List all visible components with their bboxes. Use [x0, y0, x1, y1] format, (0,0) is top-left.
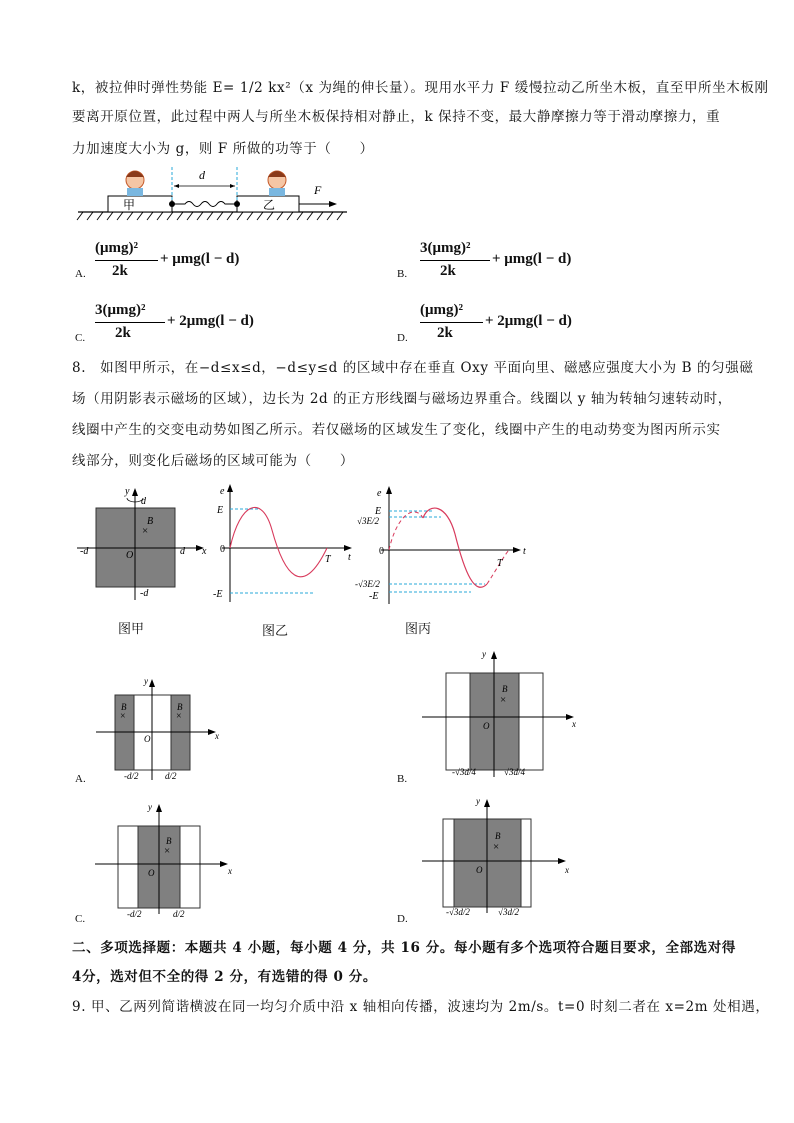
svg-text:-d/2: -d/2 — [127, 909, 142, 919]
svg-text:×: × — [142, 525, 149, 537]
numerator: (μmg)² — [420, 302, 463, 318]
svg-text:0: 0 — [379, 546, 384, 557]
q7-line-2: 要离开原位置，此过程中两人与所坐木板保持相对静止，k 保持不变，最大静摩擦力等于滑动摩擦力，重 — [72, 109, 721, 125]
q7-d-label: d — [199, 168, 205, 182]
svg-text:O: O — [148, 868, 155, 878]
svg-text:×: × — [500, 694, 507, 706]
svg-text:-d: -d — [140, 588, 149, 599]
q8-line-2: 场（用阴影表示磁场的区域），边长为 2d 的正方形线圈与磁场边界重合。线圈以 y 轴为转轴匀速转动时， — [72, 391, 732, 407]
option-label: B. — [397, 268, 408, 280]
svg-text:-E: -E — [213, 589, 223, 600]
denominator: 2k — [440, 263, 456, 279]
svg-text:e: e — [220, 486, 225, 497]
svg-text:0: 0 — [220, 544, 225, 555]
option-rest: + 2μmg(l − d) — [167, 313, 254, 329]
board-jia — [108, 196, 172, 212]
svg-text:×: × — [493, 841, 500, 853]
numerator: 3(μmg)² — [420, 240, 471, 256]
svg-text:t: t — [523, 546, 526, 557]
svg-text:B: B — [166, 836, 172, 846]
q7-figure — [75, 162, 355, 228]
board-jia-label: 甲 — [123, 198, 136, 212]
q7-line-1: k，被拉伸时弹性势能 E= 1/2 kx²（x 为绳的伸长量）。现用水平力 F 缓慢拉动乙所坐木板，直至甲所坐木板刚 — [72, 80, 769, 96]
svg-text:t: t — [348, 552, 351, 563]
caption-yi: 图乙 — [262, 624, 289, 639]
svg-text:y: y — [125, 486, 130, 497]
svg-text:×: × — [176, 711, 182, 722]
svg-text:E: E — [217, 505, 224, 516]
option-label: C. — [75, 332, 86, 344]
numerator: 3(μmg)² — [95, 302, 146, 318]
svg-text:e: e — [377, 488, 382, 499]
caption-jia: 图甲 — [118, 622, 145, 637]
option-label: A. — [75, 268, 86, 280]
svg-text:-√3d/2: -√3d/2 — [446, 907, 470, 917]
section2-line-2: 4分，选对但不全的得 2 分，有选错的得 0 分。 — [72, 969, 377, 985]
q8-line-1: 8. 如图甲所示，在−d≤x≤d，−d≤y≤d 的区域中存在垂直 Oxy 平面向里、磁感应强度大小为 B 的匀强磁 — [72, 360, 754, 376]
svg-text:E: E — [375, 506, 382, 517]
svg-text:B: B — [147, 516, 154, 527]
svg-text:T: T — [325, 554, 331, 565]
option-label: D. — [397, 332, 408, 344]
svg-text:-√3E/2: -√3E/2 — [355, 579, 380, 589]
numerator: (μmg)² — [95, 240, 138, 256]
q8-line-3: 线圈中产生的交变电动势如图乙所示。若仅磁场的区域发生了变化，线圈中产生的电动势变为图丙所示实 — [72, 422, 721, 438]
option-rest: + μmg(l − d) — [492, 251, 572, 267]
section2-line-1: 二、多项选择题：本题共 4 小题，每小题 4 分，共 16 分。每小题有多个选项符合题目要求，全部选对得 — [72, 940, 736, 956]
q7-F-label: F — [314, 183, 322, 197]
svg-text:d/2: d/2 — [173, 909, 185, 919]
figure-bing — [355, 484, 535, 609]
svg-text:B: B — [177, 702, 183, 712]
option-label: B. — [397, 773, 408, 785]
svg-text:×: × — [120, 711, 126, 722]
svg-text:O: O — [476, 865, 483, 875]
svg-text:y: y — [144, 676, 148, 686]
svg-text:x: x — [215, 731, 219, 741]
svg-text:x: x — [565, 865, 569, 875]
svg-text:-E: -E — [369, 591, 379, 602]
option-label: D. — [397, 913, 408, 925]
svg-text:x: x — [228, 866, 232, 876]
svg-text:y: y — [476, 796, 480, 806]
person-jia — [126, 171, 144, 196]
svg-text:B: B — [121, 702, 127, 712]
svg-text:d: d — [141, 496, 146, 507]
option-rest: + 2μmg(l − d) — [485, 313, 572, 329]
svg-text:y: y — [148, 802, 152, 812]
caption-bing: 图丙 — [405, 622, 432, 637]
svg-text:d/2: d/2 — [165, 771, 177, 781]
svg-text:-d/2: -d/2 — [124, 771, 139, 781]
figure-yi — [212, 482, 362, 607]
svg-text:-√3d/4: -√3d/4 — [452, 767, 476, 777]
svg-text:√3E/2: √3E/2 — [357, 516, 379, 526]
option-label: C. — [75, 913, 86, 925]
option-b-figure — [420, 645, 585, 780]
option-label: A. — [75, 773, 86, 785]
denominator: 2k — [115, 325, 131, 341]
emf-curve-yi — [230, 507, 327, 576]
person-yi — [268, 171, 286, 196]
svg-text:x: x — [202, 546, 207, 557]
svg-text:O: O — [126, 550, 134, 561]
svg-text:√3d/2: √3d/2 — [498, 907, 519, 917]
q9-line-1: 9. 甲、乙两列简谐横波在同一均匀介质中沿 x 轴相向传播，波速均为 2m/s。t=0 时刻二者在 x=2m 处相遇， — [72, 999, 770, 1015]
option-rest: + μmg(l − d) — [160, 251, 240, 267]
emf-curve-bing-solid — [423, 508, 487, 587]
svg-text:d: d — [180, 546, 185, 557]
board-yi-label: 乙 — [263, 198, 276, 212]
option-d-figure — [420, 795, 580, 920]
figure-jia — [72, 484, 222, 609]
denominator: 2k — [437, 325, 453, 341]
svg-text:B: B — [495, 831, 501, 841]
denominator: 2k — [112, 263, 128, 279]
svg-text:O: O — [483, 721, 490, 731]
svg-text:T: T — [497, 558, 503, 569]
svg-text:√3d/4: √3d/4 — [504, 767, 525, 777]
option-c-figure — [90, 800, 240, 920]
svg-text:-d: -d — [80, 546, 89, 557]
emf-curve-bing-dashed — [389, 512, 423, 550]
svg-text:x: x — [572, 719, 576, 729]
svg-text:O: O — [144, 734, 151, 744]
svg-text:y: y — [482, 649, 486, 659]
q7-line-3: 力加速度大小为 g，则 F 所做的功等于（ ） — [72, 141, 374, 157]
q8-line-4: 线部分，则变化后磁场的区域可能为（ ） — [72, 453, 354, 469]
svg-text:×: × — [164, 845, 171, 857]
option-a-figure — [90, 675, 225, 783]
svg-text:B: B — [502, 684, 508, 694]
